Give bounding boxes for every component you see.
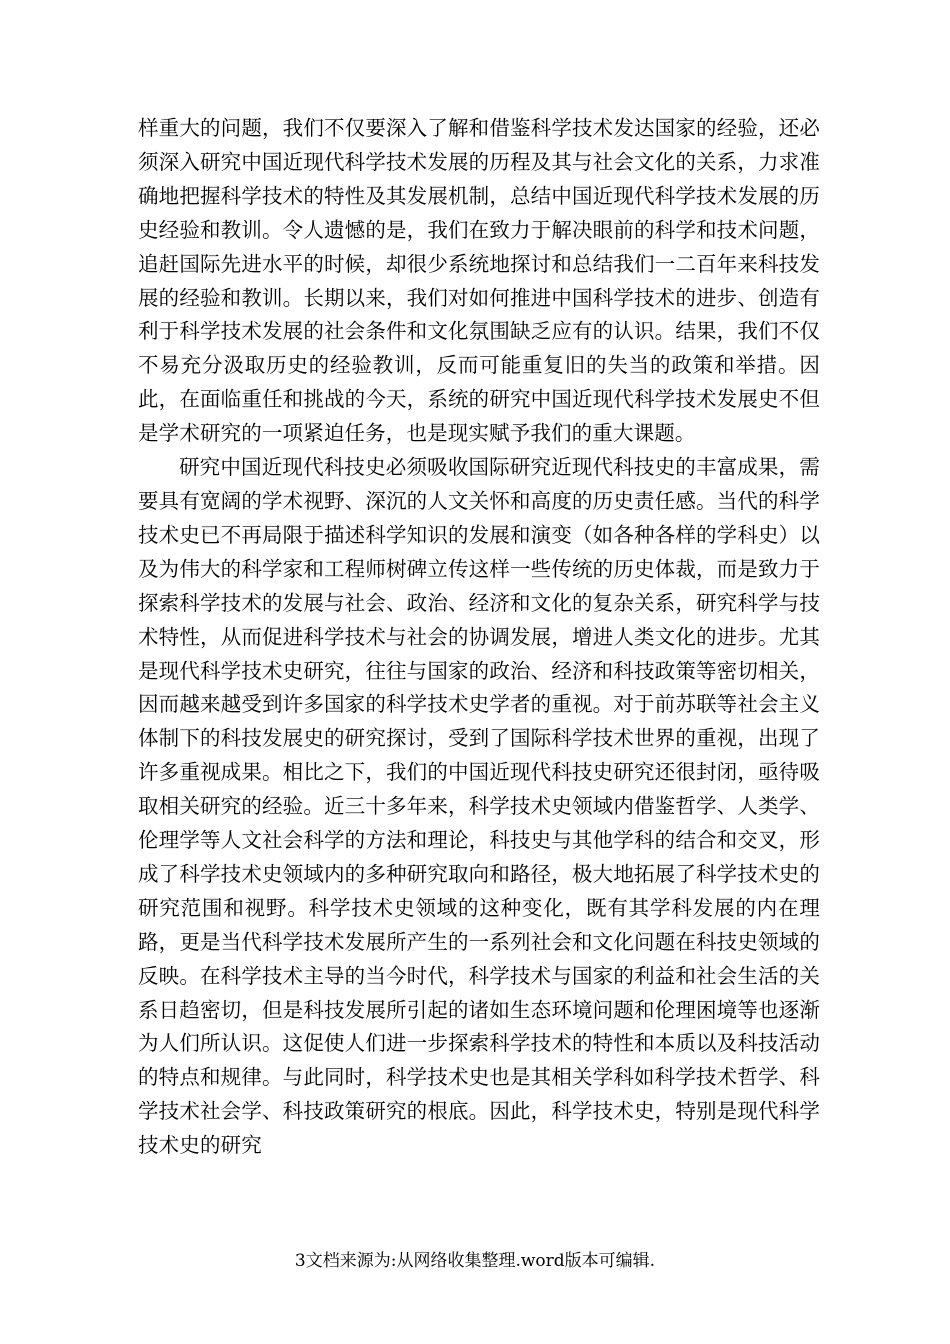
body-text bbox=[138, 112, 820, 1163]
page-footer: 3文档来源为:从网络收集整理.word版本可编辑. bbox=[294, 1251, 656, 1271]
paragraph-1: 样重大的问题，我们不仅要深入了解和借鉴科学技术发达国家的经验，还必须深入研究中国近现代科学技术发展的历程及其与社会文化的关系，力求准确地把握科学技术的特性及其发展机制，总结中国近现代科学技术发展的历史经验和教训。令人遗憾的是，我们在致力于解决眼前的科学和技术问题，追赶国际先进水平的时候，却很少系统地探讨和总结我们一二百年来科技发展的经验和教训。长期以来，我们对如何推进中国科学技术的进步、创造有利于科学技术发展的社会条件和文化氛围缺乏应有的认识。结果，我们不仅不易充分汲取历史的经验教训，反而可能重复旧的失当的政策和举措。因此，在面临重任和挑战的今天，系统的研究中国近现代科学技术发展史不但是学术研究的一项紧迫任务，也是现实赋予我们的重大课题。 bbox=[138, 116, 820, 446]
paragraph-2: 研究中国近现代科技史必须吸收国际研究近现代科技史的丰富成果，需要具有宽阔的学术视野、深沉的人文关怀和高度的历史责任感。当代的科学技术史已不再局限于描述科学知识的发展和演变（如各种各样的学科史）以及为伟大的科学家和工程师树碑立传这样一些传统的历史体裁，而是致力于探索科学技术的发展与社会、政治、经济和文化的复杂关系，研究科学与技术特性，从而促进科学技术与社会的协调发展，增进人类文化的进步。尤其是现代科学技术史研究，往往与国家的政治、经济和科技政策等密切相关，因而越来越受到许多国家的科学技术史学者的重视。对于前苏联等社会主义体制下的科技发展史的研究探讨，受到了国际科学技术世界的重视，出现了许多重视成果。相比之下，我们的中国近现代科技史研究还很封闭，亟待吸取相关研究的经验。近三十多年来，科学技术史领域内借鉴哲学、人类学、伦理学等人文社会科学的方法和理论，科技史与其他学科的结合和交叉，形成了科学技术史领域内的多种研究取向和路径，极大地拓展了科学技术史的研究范围和视野。科学技术史领域的这种变化，既有其学科发展的内在理路，更是当代科学技术发展所产生的一系列社会和文化问题在科技史领域的反映。在科学技术主导的当今时代，科学技术与国家的利益和社会生活的关系日趋密切，但是科技发展所引起的诸如生态环境问题和伦理困境等也逐渐为人们所认识。这促使人们进一步探索科学技术的特性和本质以及科技活动的特点和规律。与此同时，科学技术史也是其相关学科如科学技术哲学、科学技术社会学、科技政策研究的根底。因此，科学技术史，特别是现代科学技术史的研究 bbox=[138, 455, 820, 1158]
